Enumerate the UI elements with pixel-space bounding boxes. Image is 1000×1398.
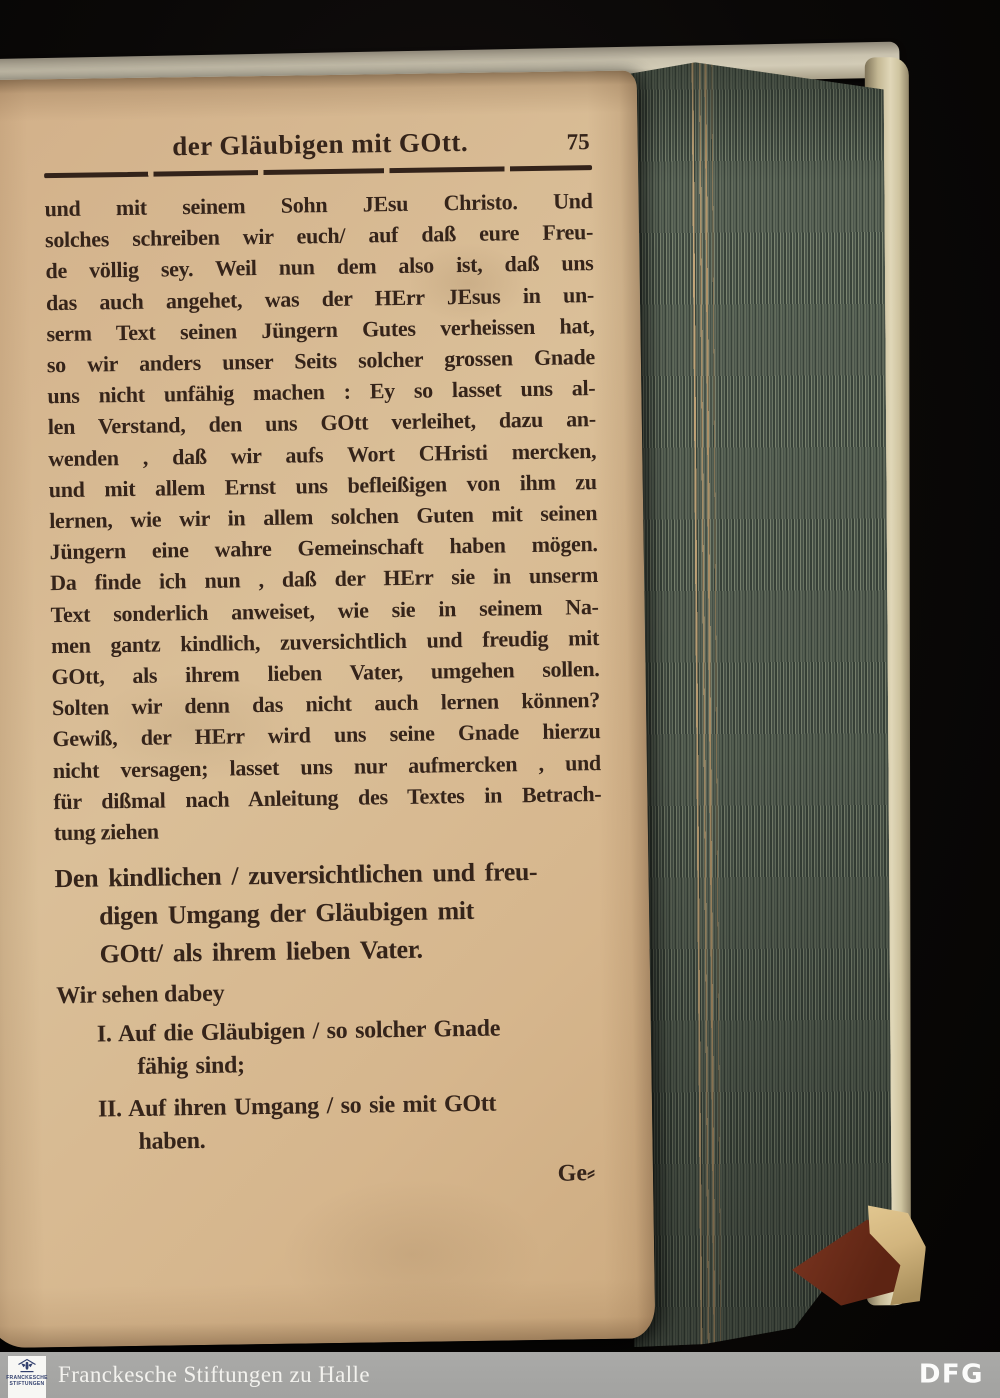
viewer-footer-bar bbox=[0, 1352, 1000, 1398]
dfg-logo[interactable]: DFG bbox=[918, 1359, 984, 1390]
intro-line: Wir sehen dabey bbox=[56, 980, 225, 1010]
book-page-scan bbox=[0, 70, 655, 1348]
franckesche-logo-text-line2: STIFTUNGEN bbox=[9, 1381, 45, 1387]
franckesche-logo-text-line1: FRANCKESCHE bbox=[6, 1375, 48, 1381]
franckesche-logo[interactable] bbox=[8, 1356, 46, 1398]
page-text-block bbox=[43, 125, 609, 1347]
page-header bbox=[43, 125, 591, 164]
section-heading: Den kindlichen / zuversichtlichen und freu- digen Umgang der Gläubigen mit GOtt/ als ihrem lieben Vater. bbox=[54, 857, 538, 969]
book-fore-edge-pages bbox=[626, 53, 893, 1347]
running-title: der Gläubigen mit GOtt. bbox=[171, 126, 469, 162]
catchword: Ge⸗ bbox=[557, 1160, 596, 1187]
list-item-2: II. Auf ihren Umgang / so sie mit GOtt haben. bbox=[97, 1090, 497, 1156]
body-paragraph: und mit seinem Sohn JEsu Christo. Und solches schreiben wir euch/ auf daß eure Freu- de völlig sey. Weil nun dem also ist, daß uns das auch angehet, was der HErr JEsus in un- serm Text seinen Jüngern Gutes verheissen hat, so wir anders unser Seits solcher grossen Gnade uns nicht unfähig machen : Ey so lasset uns al- len Verstand, den uns GOtt verleihet, dazu an- wenden , daß wir aufs Wort CHristi mercken, und mit allem Ernst uns befleißigen von ihm zu lernen, wie wir in allem solchen Guten mit seinen Jüngern eine wahre Gemeinschaft haben mögen. Da finde ich nun , daß der HErr sie in unserm Text sonderlich anweiset, wie sie in seinem Na- men gantz kindlich, zuversichtlich und freudig mit GOtt, als ihrem lieben Vater, umgehen sollen. Solten wir denn das nicht auch lernen können? Gewiß, der HErr wird uns seine Gnade hierzu nicht versagen; lasset uns nur aufmercken , und für dißmal nach Anleitung des Textes in Betrach- bbox=[44, 188, 602, 815]
list-item-1: I. Auf die Gläubigen / so solcher Gnade fähig sind; bbox=[96, 1015, 501, 1081]
body-paragraph-last-line: tung ziehen bbox=[53, 818, 159, 846]
page-number: 75 bbox=[566, 129, 590, 155]
franckesche-eagle-icon bbox=[17, 1358, 37, 1375]
header-rule bbox=[44, 165, 592, 178]
institution-name: Franckesche Stiftungen zu Halle bbox=[58, 1362, 370, 1387]
